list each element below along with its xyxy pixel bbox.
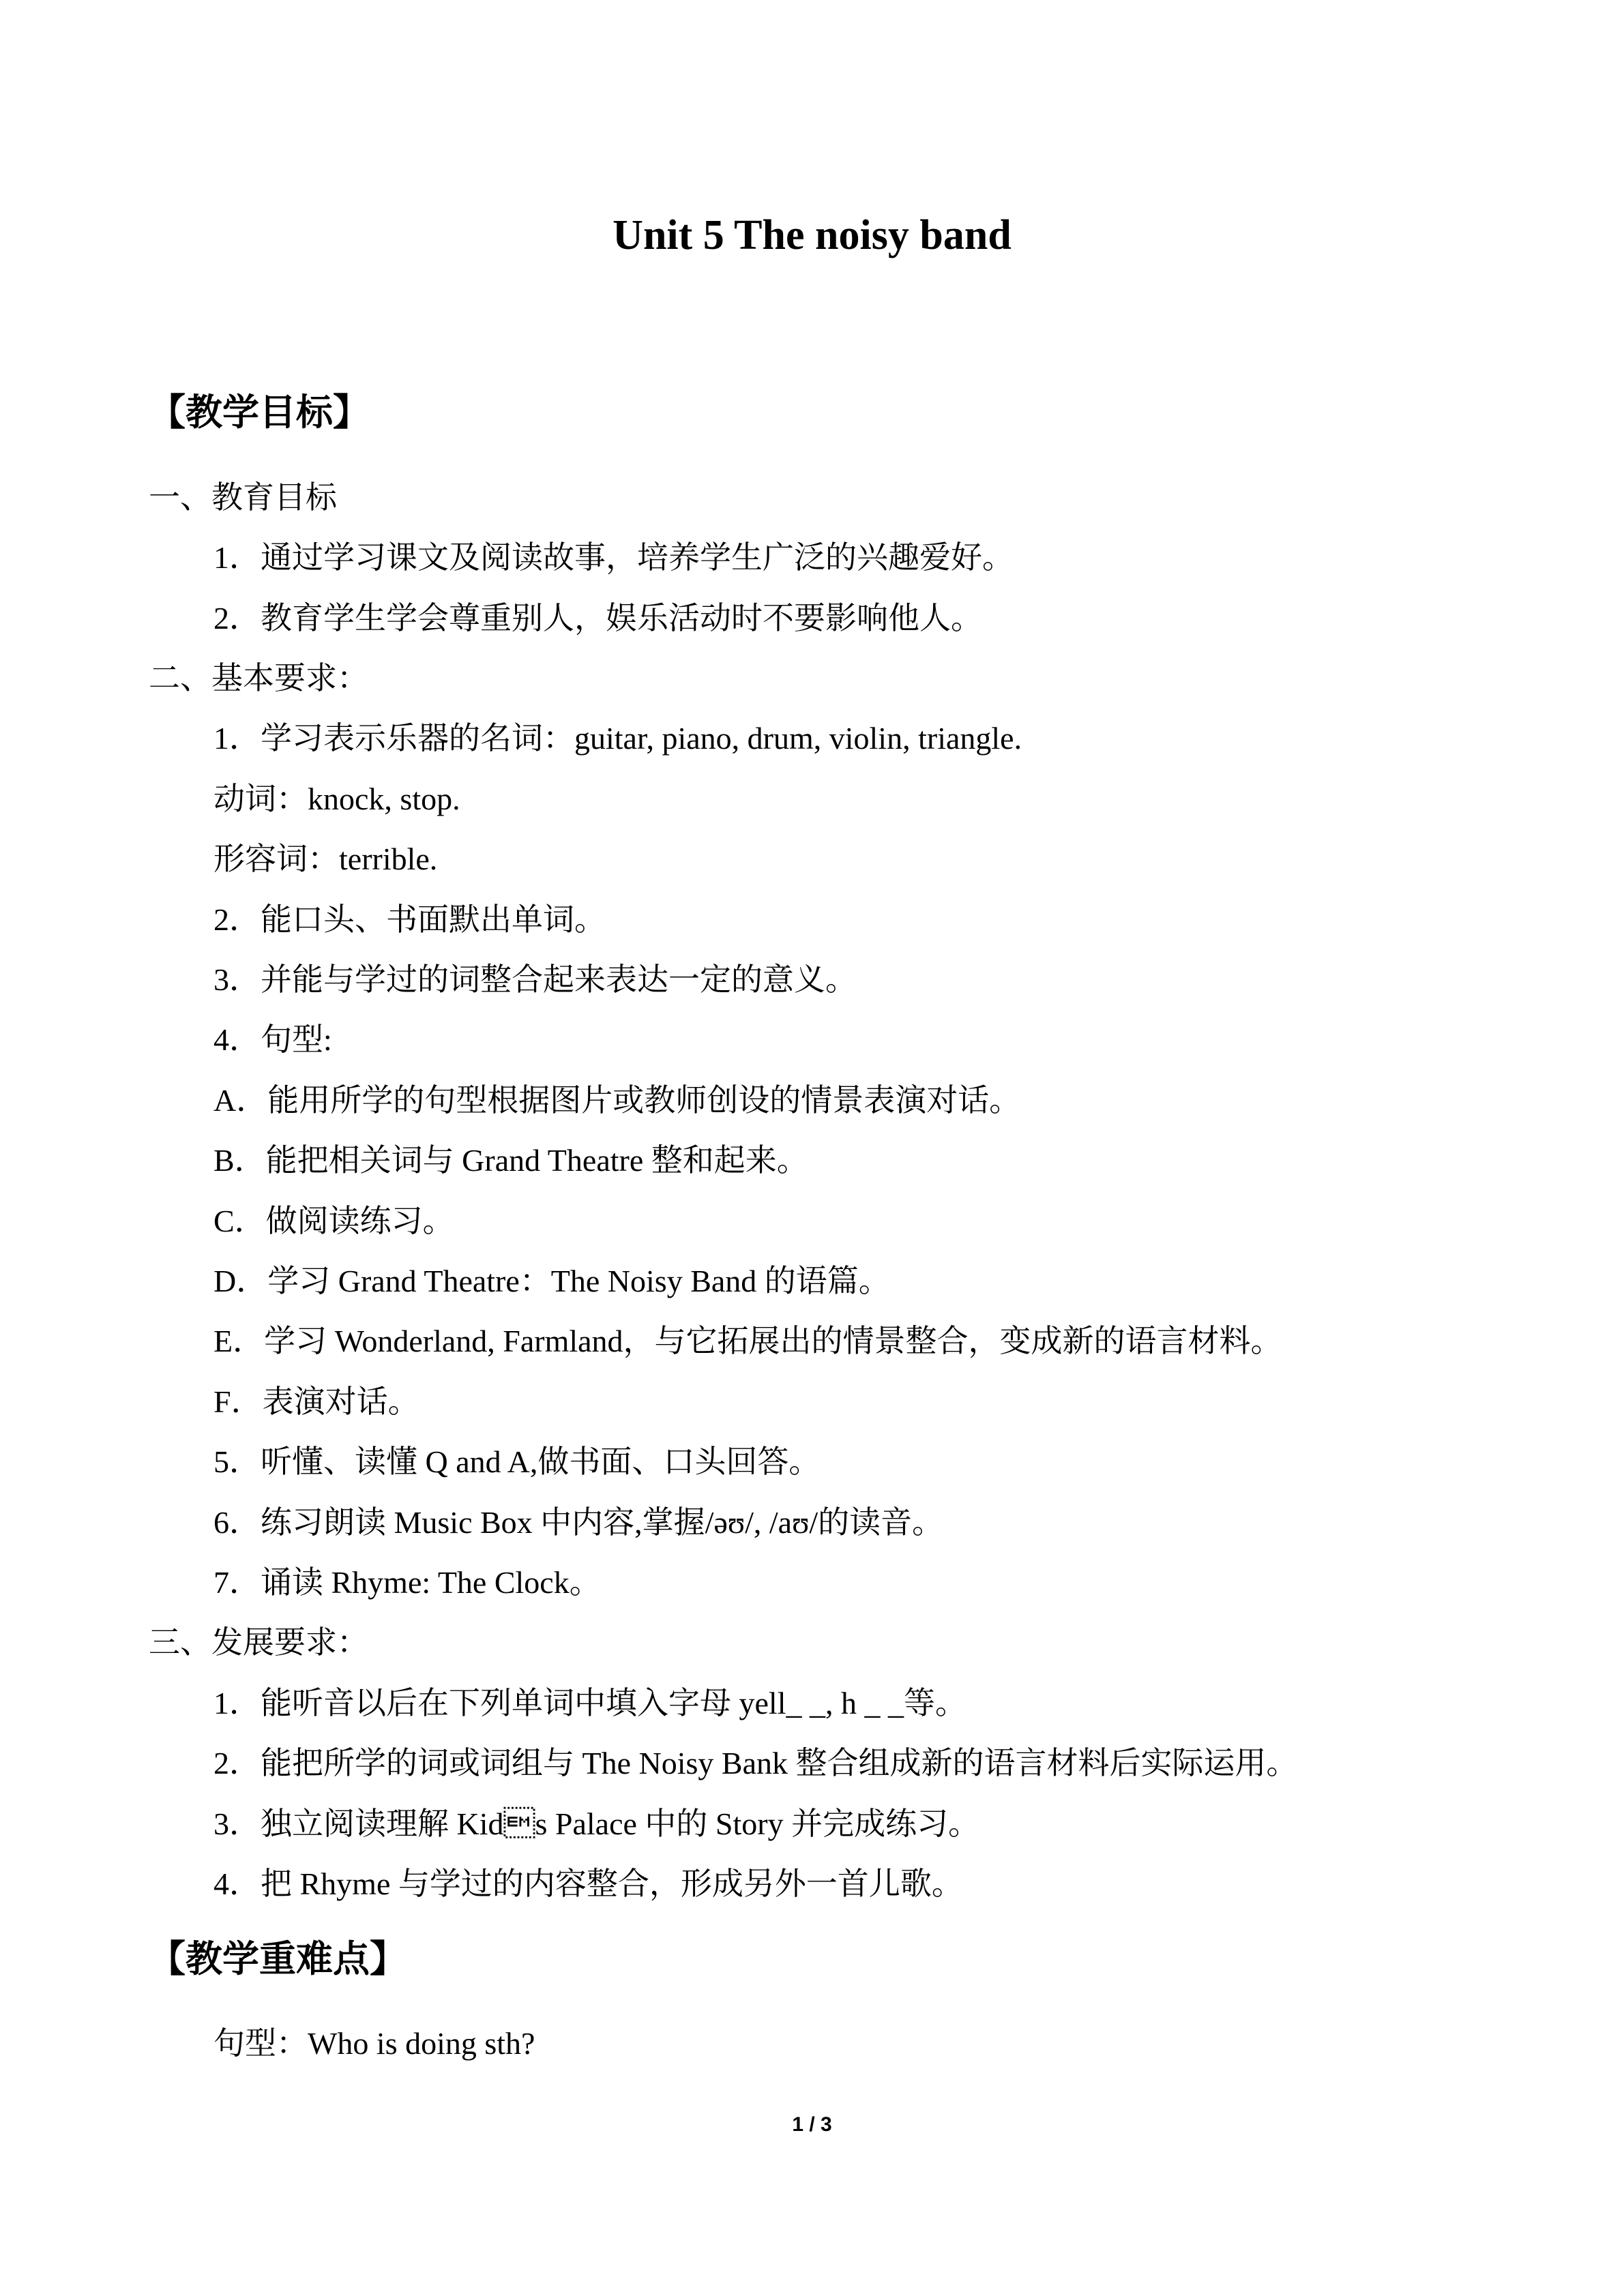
list-item: 三、发展要求： — [149, 1625, 368, 1660]
list-item: 4．句型: — [213, 1022, 332, 1057]
list-item: 1．能听音以后在下列单词中填入字母 yell_ _, h _ _等。 — [213, 1686, 966, 1720]
list-item: B．能把相关词与 Grand Theatre 整和起来。 — [213, 1143, 808, 1178]
list-item: 3．并能与学过的词整合起来表达一定的意义。 — [213, 962, 857, 997]
list-item: D．学习 Grand Theatre：The Noisy Band 的语篇。 — [213, 1264, 890, 1298]
list-item: 二、基本要求： — [149, 661, 368, 696]
list-item: 1．通过学习课文及阅读故事，培养学生广泛的兴趣爱好。 — [213, 540, 1014, 575]
list-item: 5．听懂、读懂 Q and A,做书面、口头回答。 — [213, 1444, 821, 1479]
list-item: C．做阅读练习。 — [213, 1204, 454, 1238]
list-item: 6．练习朗读 Music Box 中内容,掌握/əʊ/, /aʊ/的读音。 — [213, 1505, 944, 1540]
list-item: 4．把 Rhyme 与学过的内容整合，形成另外一首儿歌。 — [213, 1866, 963, 1901]
list-item: E．学习 Wonderland, Farmland，与它拓展出的情景整合，变成新的语言材料。 — [213, 1324, 1282, 1358]
list-item: 动词：knock, stop. — [213, 781, 460, 816]
list-item: 2．能口头、书面默出单词。 — [213, 902, 606, 937]
list-item: 句型：Who is doing sth? — [213, 2026, 535, 2061]
list-item: 7．诵读 Rhyme: The Clock。 — [213, 1565, 601, 1600]
page-number: 1 / 3 — [792, 2113, 832, 2136]
list-item: 形容词：terrible. — [213, 841, 438, 876]
list-item: A．能用所学的句型根据图片或教师创设的情景表演对话。 — [213, 1083, 1021, 1118]
section-heading-key-difficulties: 【教学重难点】 — [149, 1937, 407, 1980]
list-item: 3．独立阅读理解 Kids Palace 中的 Story 并完成练习。 — [213, 1806, 980, 1841]
list-item: 2．教育学生学会尊重别人，娱乐活动时不要影响他人。 — [213, 601, 982, 636]
list-item: 一、教育目标 — [149, 480, 337, 515]
list-item: 1．学习表示乐器的名词：guitar, piano, drum, violin, triangle. — [213, 721, 1022, 756]
list-item: F．表演对话。 — [213, 1384, 419, 1419]
list-item: 2．能把所学的词或词组与 The Noisy Bank 整合组成新的语言材料后实际运用。 — [213, 1746, 1298, 1780]
section-heading-teaching-goals: 【教学目标】 — [149, 391, 370, 434]
document-title: Unit 5 The noisy band — [612, 212, 1012, 258]
